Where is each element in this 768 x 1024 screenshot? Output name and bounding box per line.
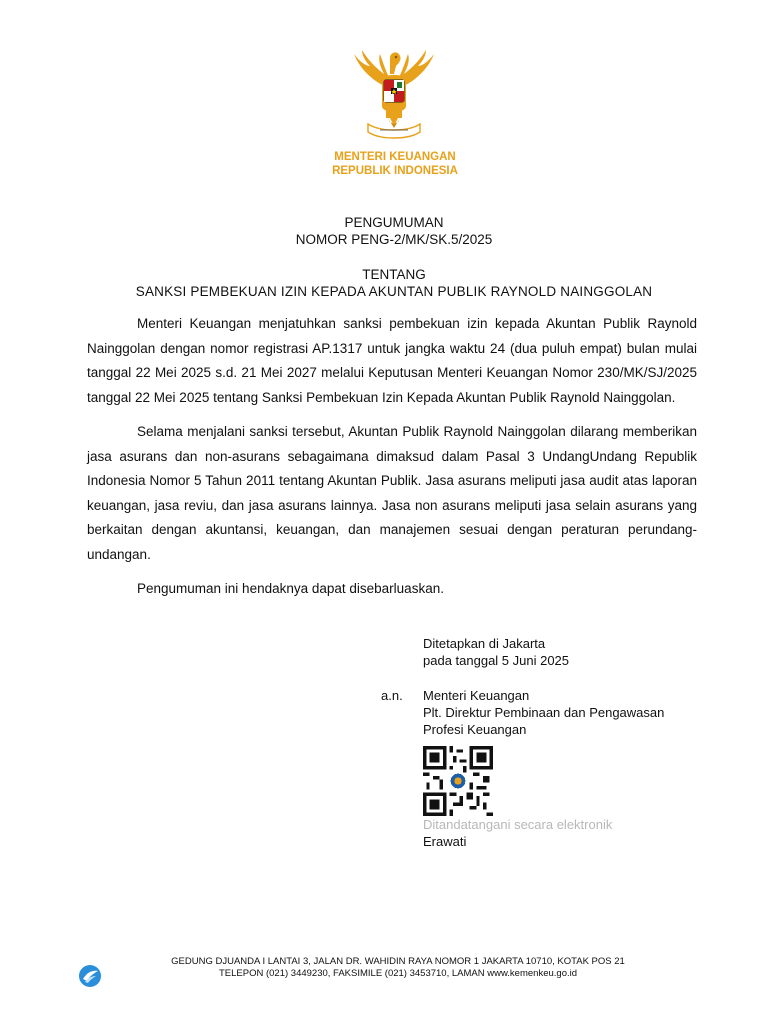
sig-electronic-note: Ditandatangani secara elektronik (423, 817, 613, 832)
title-subject: SANKSI PEMBEKUAN IZIN KEPADA AKUNTAN PUBLIK RAYNOLD NAINGGOLAN (135, 284, 653, 299)
footer-line-1: GEDUNG DJUANDA I LANTAI 3, JALAN DR. WAHIDIN RAYA NOMOR 1 JAKARTA 10710, KOTAK POS 21 (171, 956, 625, 967)
garuda-emblem-icon (346, 48, 442, 146)
sig-date: pada tanggal 5 Juni 2025 (423, 653, 570, 668)
announcement-title (0, 214, 768, 300)
sig-line-3: Profesi Keuangan (423, 722, 527, 737)
sig-name: Erawati (423, 834, 467, 849)
title-number: NOMOR PENG-2/MK/SK.5/2025 (295, 232, 493, 247)
body-paragraph-3: Pengumuman ini hendaknya dapat disebarluaskan. (137, 581, 444, 596)
body-paragraph-1: Menteri Keuangan menjatuhkan sanksi pembekuan izin kepada Akuntan Publik Raynold Nainggolan dengan nomor registrasi AP.1317 untuk jangka waktu 24 (dua puluh empat) bulan mulai tanggal 22 Mei 2025 s.d. 21 Mei 2027 melalui Keputusan Menteri Keuangan Nomor 230/MK/SJ/2025 tanggal 22 Mei 2025 tentang Sanksi Pembekuan Izin Kepada Akuntan Publik Raynold Nainggolan. (87, 316, 697, 405)
sig-place: Ditetapkan di Jakarta (423, 636, 546, 651)
footer-address (78, 956, 718, 980)
footer-line-2: TELEPON (021) 3449230, FAKSIMILE (021) 3453710, LAMAN www.kemenkeu.go.id (218, 968, 578, 979)
title-about: TENTANG (362, 267, 426, 282)
office-line-2: REPUBLIK INDONESIA (332, 165, 458, 177)
signature-block (381, 635, 701, 850)
sig-line-2: Plt. Direktur Pembinaan dan Pengawasan (423, 705, 665, 720)
office-line-1: MENTERI KEUANGAN (334, 151, 456, 163)
qr-code-icon (423, 746, 493, 816)
body-paragraph-2: Selama menjalani sanksi tersebut, Akuntan Publik Raynold Nainggolan dilarang memberikan jasa asurans dan non-asurans sebagaimana dimaksud dalam Pasal 3 UndangUndang Republik Indonesia Nomor 5 Tahun 2011 tentang Akuntan Publik. Jasa asurans meliputi jasa audit atas laporan keuangan, jasa reviu, dan jasa asurans lainnya. Jasa non asurans meliputi jasa selain asurans yang berkaitan dengan akuntansi, keuangan, dan manajemen sesuai dengan peraturan perundang-undangan. (87, 424, 697, 562)
sig-an-label: a.n. (381, 688, 403, 703)
office-name (300, 150, 490, 178)
sig-line-1: Menteri Keuangan (423, 688, 530, 703)
announcement-body (87, 312, 697, 612)
title-heading: PENGUMUMAN (344, 215, 444, 230)
